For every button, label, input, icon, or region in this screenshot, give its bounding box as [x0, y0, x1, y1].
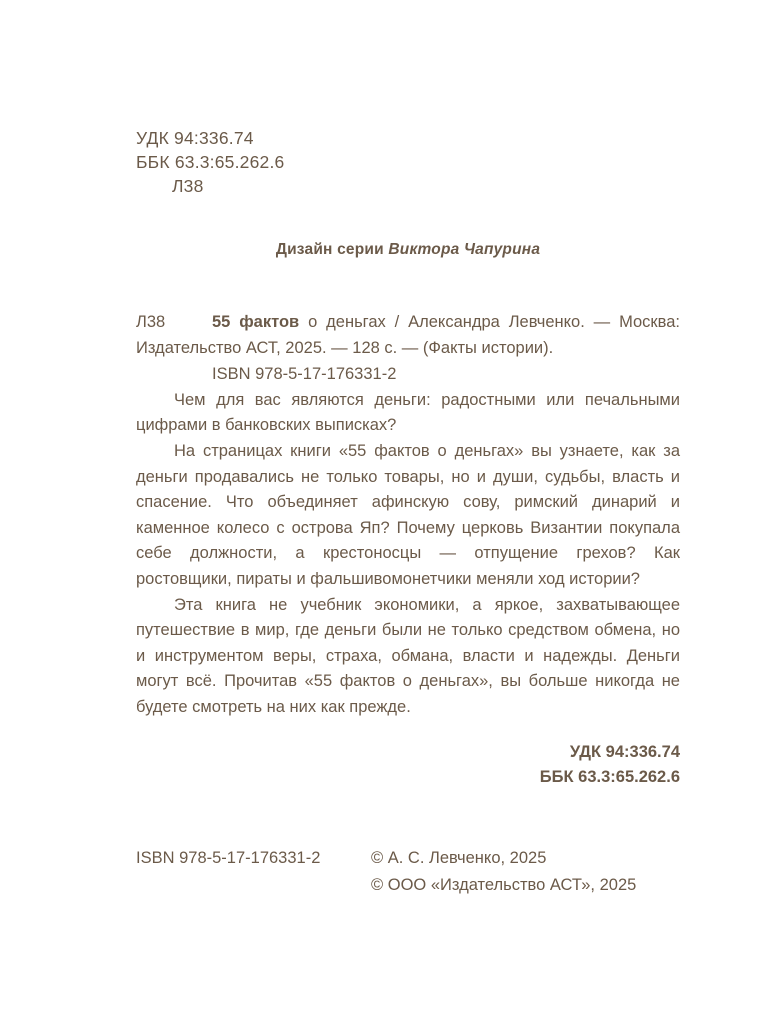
cip-description-block: [136, 310, 680, 721]
cip-shelf-code: Л38: [136, 313, 166, 331]
series-designer-name: Виктора Чапурина: [388, 241, 541, 258]
footer-isbn: ISBN 978-5-17-176331-2: [136, 849, 321, 867]
classification-block-top: [136, 126, 284, 198]
imprint-footer: [136, 845, 680, 899]
annotation-paragraph-2: На страницах книги «55 фактов о деньгах» вы узнаете, как за деньги продавались не только товары, но и души, судьбы, власть и спасение. Что объединяет афинскую сову, римский динарий и каменное колесо с острова Яп? Почему церковь Византии покупала себе должности, а крестоносцы — отпущение грехов? Как ростовщики, пираты и фальшивомонетчики меняли ход истории?: [136, 441, 680, 588]
cip-title-bold: 55 фактов: [212, 313, 300, 331]
bbk-code-bottom: ББК 63.3:65.262.6: [539, 768, 680, 786]
series-design-credit: [136, 241, 680, 259]
cip-body: [136, 310, 680, 721]
cip-bibliographic-record: [136, 310, 680, 361]
bbk-code-top: ББК 63.3:65.262.6: [136, 152, 285, 172]
copyright-publisher: © ООО «Издательство АСТ», 2025: [371, 876, 637, 894]
copyright-author: © А. С. Левченко, 2025: [371, 849, 547, 867]
annotation-paragraph-1: Чем для вас являются деньги: радостными или печальными цифрами в банковских выписках?: [136, 390, 680, 435]
series-design-prefix: Дизайн серии: [275, 241, 389, 258]
cip-title-rest: о деньгах / Александра Левченко. — Москва: Издательство АСТ, 2025. — 128 с. — (Факты истории).: [136, 313, 680, 357]
cip-isbn: ISBN 978-5-17-176331-2: [212, 365, 397, 384]
udk-code-top: УДК 94:336.74: [136, 128, 254, 148]
footer-row: [136, 845, 680, 899]
annotation-paragraph-3: Эта книга не учебник экономики, а яркое, захватывающее путешествие в мир, где деньги были не только средством обмена, но и инструментом веры, страха, обмана, власти и надежды. Деньги могут всё. Прочитав «55 фактов о деньгах», вы больше никогда не будете смотреть на них как прежде.: [136, 595, 680, 716]
shelf-code-top: Л38: [172, 176, 204, 196]
udk-code-bottom: УДК 94:336.74: [569, 743, 680, 761]
footer-copyright: [371, 845, 680, 899]
classification-block-bottom: [136, 740, 680, 790]
